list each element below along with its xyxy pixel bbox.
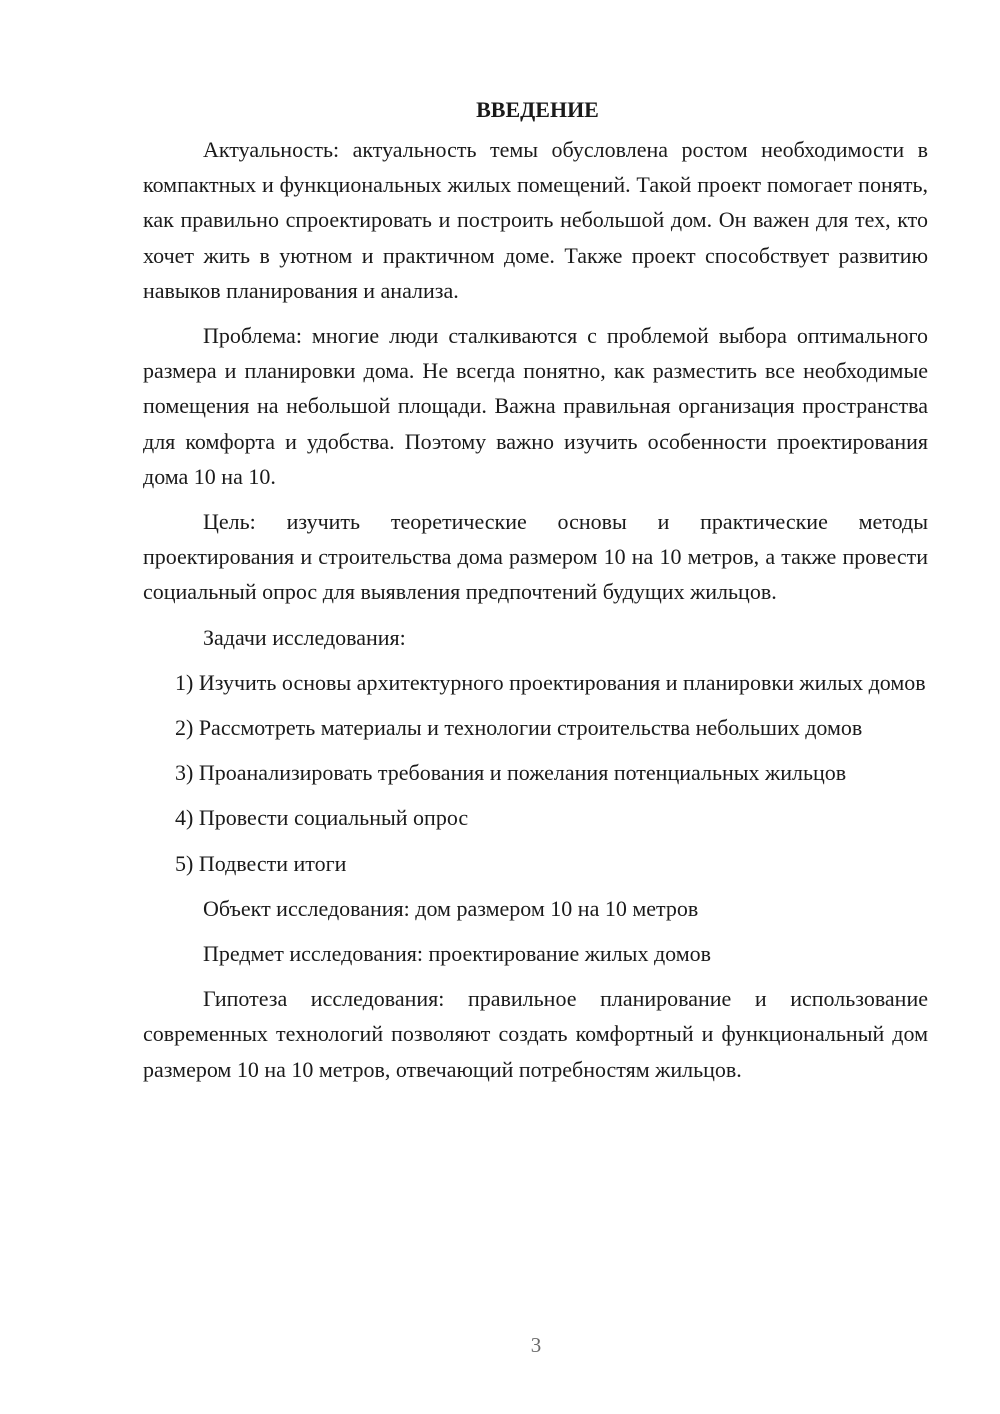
paragraph-hypothesis: Гипотеза исследования: правильное планирование и использование современных технологий позволяют создать комфортный и функциональный дом размером 10 на 10 метров, отвечающий потребностям жильцов.	[143, 986, 928, 1082]
paragraph-relevance: Актуальность: актуальность темы обусловлена ростом необходимости в компактных и функциональных жилых помещений. Такой проект помогает понять, как правильно спроектировать и построить небольшой дом. Он важен для тех, кто хочет жить в уютном и практичном доме. Также проект способствует развитию навыков планирования и анализа.	[143, 137, 928, 303]
document-page	[143, 92, 928, 1097]
task-item-4: 4) Провести социальный опрос	[175, 805, 469, 831]
task-item-1: 1) Изучить основы архитектурного проектирования и планировки жилых домов	[175, 669, 926, 695]
task-item-5: 5) Подвести итоги	[175, 850, 347, 876]
paragraph-tasks-heading: Задачи исследования:	[203, 624, 406, 650]
task-item-3: 3) Проанализировать требования и пожелания потенциальных жильцов	[175, 760, 847, 786]
task-item-2: 2) Рассмотреть материалы и технологии строительства небольших домов	[175, 715, 863, 741]
paragraph-goal: Цель: изучить теоретические основы и практические методы проектирования и строительства дома размером 10 на 10 метров, а также провести социальный опрос для выявления предпочтений будущих жильцов.	[143, 509, 928, 605]
paragraph-object: Объект исследования: дом размером 10 на 10 метров	[203, 895, 699, 921]
paragraph-problem: Проблема: многие люди сталкиваются с проблемой выбора оптимального размера и планировки дома. Не всегда понятно, как разместить все необходимые помещения на небольшой площади. Важна правильная организация пространства для комфорта и удобства. Поэтому важно изучить особенности проектирования дома 10 на 10.	[143, 323, 928, 489]
paragraph-subject: Предмет исследования: проектирование жилых домов	[203, 941, 712, 967]
page-number: 3	[530, 1333, 542, 1357]
section-title: ВВЕДЕНИЕ	[476, 97, 599, 122]
